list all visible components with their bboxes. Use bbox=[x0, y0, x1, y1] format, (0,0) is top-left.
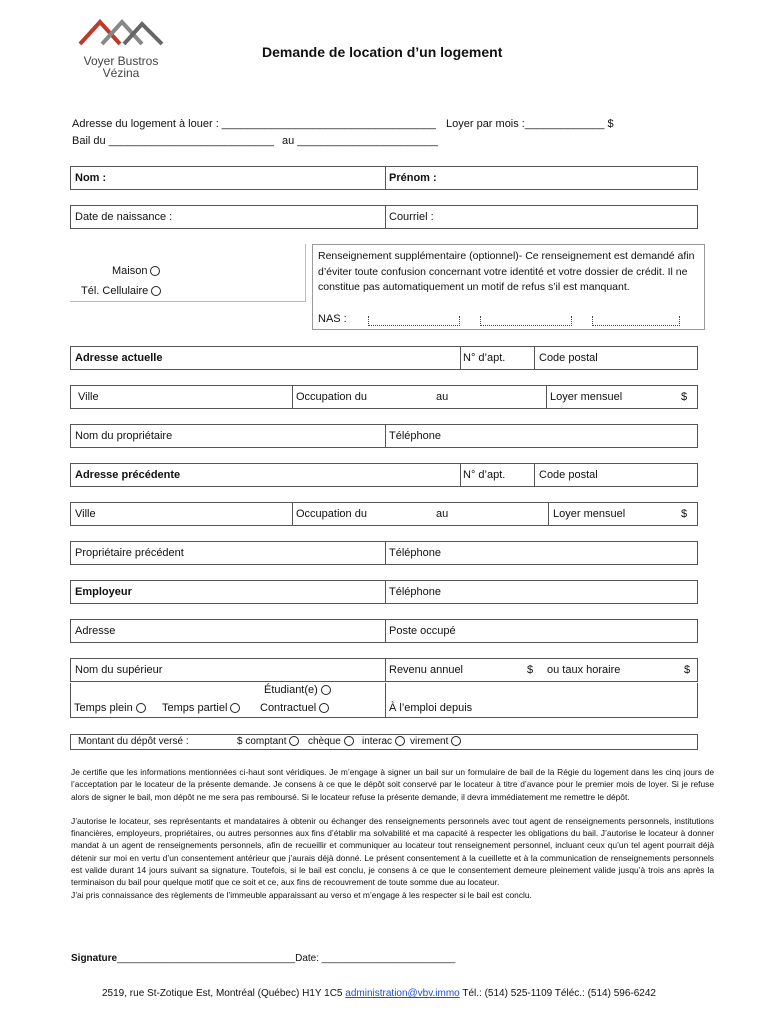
previous-city-field[interactable]: Ville bbox=[75, 508, 96, 520]
home-phone-label: Maison bbox=[112, 265, 148, 277]
roofs-icon bbox=[76, 18, 166, 50]
logo-line2: Vézina bbox=[102, 66, 140, 80]
deposit-cash-option[interactable] bbox=[237, 736, 299, 748]
page-title: Demande de location d’un logement bbox=[262, 44, 503, 60]
previous-owner-phone-field[interactable]: Téléphone bbox=[389, 547, 441, 559]
parttime-radio[interactable] bbox=[230, 703, 240, 713]
name-row bbox=[70, 166, 698, 190]
parttime-label: Temps partiel bbox=[162, 702, 228, 714]
fulltime-radio[interactable] bbox=[136, 703, 146, 713]
current-occupation-to: au bbox=[436, 391, 449, 403]
company-logo bbox=[76, 18, 166, 80]
footer-phones: Tél.: (514) 525-1109 Téléc.: (514) 596-6242 bbox=[462, 988, 656, 999]
legal-text bbox=[71, 766, 714, 901]
email-field[interactable]: Courriel : bbox=[389, 211, 434, 223]
home-phone-radio[interactable] bbox=[150, 266, 160, 276]
previous-apt-field[interactable]: N° d’apt. bbox=[463, 469, 506, 481]
previous-rent-dollar: $ bbox=[681, 508, 688, 520]
deposit-cash-label: $ comptant bbox=[237, 736, 287, 747]
deposit-interac-label: interac bbox=[362, 736, 393, 747]
contract-option[interactable] bbox=[260, 702, 329, 715]
last-name-field[interactable]: Nom : bbox=[75, 172, 107, 184]
deposit-interac-radio[interactable] bbox=[395, 736, 405, 746]
home-phone-option[interactable] bbox=[112, 265, 160, 278]
previous-occupation-to: au bbox=[436, 508, 449, 520]
fulltime-option[interactable] bbox=[74, 702, 146, 715]
nas-segment-2[interactable] bbox=[480, 316, 572, 326]
current-apt-field[interactable]: N° d’apt. bbox=[463, 352, 506, 364]
student-label: Étudiant(e) bbox=[264, 684, 318, 696]
employer-field[interactable]: Employeur bbox=[75, 586, 132, 598]
contract-radio[interactable] bbox=[319, 703, 329, 713]
current-address-field[interactable]: Adresse actuelle bbox=[75, 352, 163, 364]
previous-address-field[interactable]: Adresse précédente bbox=[75, 469, 181, 481]
first-name-field[interactable]: Prénom : bbox=[389, 172, 437, 184]
employer-address-row bbox=[70, 619, 698, 643]
current-owner-field[interactable]: Nom du propriétaire bbox=[75, 430, 173, 442]
authorization-paragraph: J’autorise le locateur, ses représentants et mandataires à obtenir ou échanger des renseignements personnels avec tout agent de renseignements personnels, institutions financières, employeurs, propriétaires, ou autres personnes aux fins d’établir ma solvabilité et ma capacité à respecter les obligations du bail. J’autorise le locateur à donner mandat à un agent de renseignements personnels, afin de recueillir et communiquer au locateur tout renseignement personnel, incluant ceux qu’un tel agent pourrait déjà détenir sur moi en vertu d’un consentement antérieur que j’aurais déjà donné. Le présent consentement à la cueillette et à la communication de renseignements personnels est valide durant 14 jours suivant sa signature. Toutefois, si le bail est conclu, je consens à ce que le consentement demeure pleinement valide jusqu’à trois ans après la terminaison du bail pour quelque motif que ce soit et ce, aux fins de recouvrement de toute somme due au locateur. bbox=[71, 815, 714, 888]
current-owner-phone-field[interactable]: Téléphone bbox=[389, 430, 441, 442]
previous-owner-field[interactable]: Propriétaire précédent bbox=[75, 547, 184, 559]
current-address-row bbox=[70, 346, 698, 370]
employer-row bbox=[70, 580, 698, 604]
nas-label: NAS : bbox=[318, 313, 347, 325]
deposit-transfer-option[interactable] bbox=[410, 736, 461, 748]
deposit-interac-option[interactable] bbox=[362, 736, 405, 748]
address-to-rent-line: Adresse du logement à louer : ___________________________________ bbox=[72, 118, 436, 130]
current-rent-field[interactable]: Loyer mensuel bbox=[550, 391, 623, 403]
date-label: Date: bbox=[295, 953, 322, 964]
parttime-option[interactable] bbox=[162, 702, 240, 715]
logo-line1: Voyer Bustros bbox=[83, 54, 159, 68]
deposit-cheque-label: chèque bbox=[308, 736, 341, 747]
position-field[interactable]: Poste occupé bbox=[389, 625, 456, 637]
employer-address-field[interactable]: Adresse bbox=[75, 625, 116, 637]
previous-occupation-field[interactable]: Occupation du bbox=[296, 508, 367, 520]
hourly-rate-field[interactable]: ou taux horaire bbox=[547, 664, 621, 676]
deposit-cheque-radio[interactable] bbox=[344, 736, 354, 746]
annual-income-field[interactable]: Revenu annuel bbox=[389, 664, 464, 676]
date-blank[interactable]: ________________________ bbox=[321, 953, 456, 964]
current-occupation-field[interactable]: Occupation du bbox=[296, 391, 367, 403]
supplementary-info-text: Renseignement supplémentaire (optionnel)- Ce renseignement est demandé afin d’éviter toute confusion concernant votre identité et votre dossier de crédit. Il ne constitue pas automatiquement un motif de refus s’il est manquant. bbox=[318, 250, 695, 293]
previous-rent-field[interactable]: Loyer mensuel bbox=[553, 508, 626, 520]
cell-phone-label: Tél. Cellulaire bbox=[81, 285, 149, 297]
deposit-transfer-label: virement bbox=[410, 736, 449, 747]
rent-per-month-line: Loyer par mois :_____________ $ bbox=[446, 118, 614, 130]
nas-segment-1[interactable] bbox=[368, 316, 460, 326]
fulltime-label: Temps plein bbox=[74, 702, 133, 714]
employed-since-field[interactable]: À l’emploi depuis bbox=[389, 702, 473, 714]
birth-date-field[interactable]: Date de naissance : bbox=[75, 211, 173, 223]
supervisor-field[interactable]: Nom du supérieur bbox=[75, 664, 163, 676]
signature-label: Signature bbox=[71, 953, 118, 964]
deposit-cash-radio[interactable] bbox=[289, 736, 299, 746]
hourly-rate-dollar: $ bbox=[684, 664, 691, 676]
student-radio[interactable] bbox=[321, 685, 331, 695]
cell-phone-option[interactable] bbox=[81, 285, 161, 298]
cell-phone-radio[interactable] bbox=[151, 286, 161, 296]
current-rent-dollar: $ bbox=[681, 391, 688, 403]
current-city-field[interactable]: Ville bbox=[78, 391, 99, 403]
previous-postal-field[interactable]: Code postal bbox=[539, 469, 598, 481]
rules-paragraph: J’ai pris connaissance des règlements de l’immeuble apparaissant au verso et m’engage à les respecter si le bail est conclu. bbox=[71, 889, 532, 900]
lease-to-line: au _______________________ bbox=[282, 135, 438, 147]
deposit-transfer-radio[interactable] bbox=[451, 736, 461, 746]
signature-line[interactable] bbox=[71, 952, 455, 965]
signature-blank[interactable]: ________________________________ bbox=[117, 953, 296, 964]
footer-email-link[interactable]: administration@vbv.immo bbox=[345, 988, 460, 999]
footer bbox=[102, 987, 656, 1000]
deposit-cheque-option[interactable] bbox=[308, 736, 354, 748]
certification-paragraph: Je certifie que les informations mentionnées ci-haut sont véridiques. Je m’engage à signer un bail sur un formulaire de bail de la Régie du logement dans les cinq jours de l’acceptation par le locateur de la présente demande. Je consens à ce que le dépôt soit conservé par le locateur à titre d’avance pour le premier mois de loyer. Si je refuse alors de signer le bail, mon dépôt ne me sera pas remboursé. Si le locateur refuse la présente demande, il devra immédiatement me remettre le dépôt. bbox=[71, 767, 714, 802]
annual-income-dollar: $ bbox=[527, 664, 534, 676]
deposit-label: Montant du dépôt versé : bbox=[78, 736, 189, 747]
contract-label: Contractuel bbox=[260, 702, 317, 714]
employer-phone-field[interactable]: Téléphone bbox=[389, 586, 441, 598]
student-option[interactable] bbox=[264, 684, 331, 697]
lease-from-line: Bail du ___________________________ bbox=[72, 135, 274, 147]
current-postal-field[interactable]: Code postal bbox=[539, 352, 598, 364]
footer-address: 2519, rue St-Zotique Est, Montréal (Québec) H1Y 1C5 bbox=[102, 988, 343, 999]
nas-segment-3[interactable] bbox=[592, 316, 680, 326]
